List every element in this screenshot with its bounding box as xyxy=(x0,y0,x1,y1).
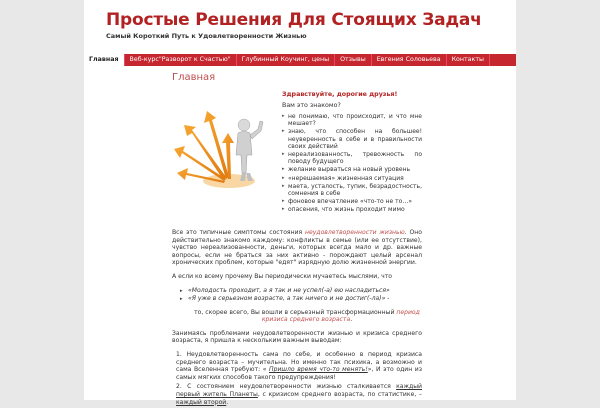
main-content xyxy=(172,72,422,408)
list-item: ▸ нереализованность, тревожность по поводу будущего xyxy=(282,151,422,165)
symptoms-paragraph xyxy=(172,229,422,267)
nav-item-coaching[interactable]: Глубинный Коучинг, цены xyxy=(237,54,335,66)
list-item: ▸ фоновое впечатление «что-то не то…» xyxy=(282,198,422,205)
conclusions-paragraph: Занимаясь проблемами неудовлетворенности жизнью и кризиса среднего возраста, я пришла к нескольким важным выводам: xyxy=(172,329,422,345)
nav-item-home[interactable]: Главная xyxy=(84,54,125,66)
conclusion-item-1 xyxy=(172,351,422,381)
site-title[interactable]: Простые Решения Для Стоящих Задач xyxy=(106,10,482,30)
list-item: ▸ желание вырваться на новый уровень xyxy=(282,166,422,173)
main-nav xyxy=(84,54,516,66)
greeting: Здравствуйте, дорогие друзья! xyxy=(282,91,398,98)
list-item: ▸ не понимаю, что происходит, и что мне мешает? xyxy=(282,113,422,127)
nav-item-contacts[interactable]: Контакты xyxy=(447,54,490,66)
intro-text xyxy=(282,91,422,215)
midlife-crisis-link[interactable]: период кризиса среднего возраста xyxy=(261,308,420,324)
intro-block xyxy=(172,91,422,229)
site-header xyxy=(84,0,516,54)
quote-span: Пришло время что-то менять! xyxy=(269,366,368,374)
nav-item-reviews[interactable]: Отзывы xyxy=(335,54,372,66)
text-span: 1. Неудовлетворенность сама по себе, и особенно в период кризиса среднего возраста – мучительна. Но именно так психика, а возможно и сама Вселенная требуют: « xyxy=(176,350,422,374)
site-tagline: Самый Короткий Путь к Удовлетворенности Жизнью xyxy=(106,32,307,40)
list-item: ▸ маета, усталость, тупик, безрадостность, сомнения в себе xyxy=(282,183,422,197)
text-span: 2. С состоянием неудовлетворенности жизнью сталкивается xyxy=(176,383,397,391)
quote-item: ▸ «Молодость проходит, а я так и не успел(-а) ею насладиться» xyxy=(180,287,422,295)
quote-item: ▸ «Я уже в серьезном возрасте, а так ничего и не достиг(-ла)» - xyxy=(180,295,422,303)
thoughts-paragraph: А если ко всему прочему Вы периодически мучаетесь мыслями, что xyxy=(172,272,393,280)
list-item: ▸ опасения, что жизнь проходит мимо xyxy=(282,206,422,213)
crossroads-figure-illustration xyxy=(174,103,274,203)
dissatisfaction-link[interactable]: неудовлетворенности жизнью xyxy=(305,229,405,236)
list-item: ▸ «нерешаемая» жизненная ситуация xyxy=(282,175,422,182)
text-span: . xyxy=(226,398,229,406)
text-span: », И это один из самых мягких способов такого предупреждения! xyxy=(176,366,423,381)
conclusion-item-2 xyxy=(172,383,422,406)
text-span: . xyxy=(350,316,353,324)
list-item: ▸ знаю, что способен на большее! неуверенность в себе и в правильности своих действий xyxy=(282,128,422,150)
page-title: Главная xyxy=(172,72,216,83)
text-span: то, скорее всего, Вы вошли в серьезный трансформационный xyxy=(194,308,397,316)
question: Вам это знакомо? xyxy=(282,102,341,109)
text-span: , с кризисом среднего возраста, по статистике, – xyxy=(257,390,422,398)
underlined-span: каждый первый житель Планеты xyxy=(176,383,422,398)
symptoms-list xyxy=(282,113,422,214)
text-span: . Оно действительно знакомо каждому: конфликты в семье (или ее отсутствие), чувство нереализованности, деньги, которых всегда мало и др. важные вопросы, если не браться за них активно - порождают целый арсенал хронических проблем, которые "едят" изрядную долю жизненной энергии. xyxy=(172,229,422,267)
nav-item-author[interactable]: Евгения Соловьева xyxy=(372,54,447,66)
underlined-span: каждый второй xyxy=(176,398,227,406)
page xyxy=(84,0,516,406)
text-span: Все это типичные симптомы состояния xyxy=(172,229,306,236)
nav-item-web-course[interactable]: Веб-курс"Разворот к Счастью" xyxy=(125,54,237,66)
crisis-paragraph xyxy=(172,309,422,324)
quotes-list xyxy=(180,287,422,303)
